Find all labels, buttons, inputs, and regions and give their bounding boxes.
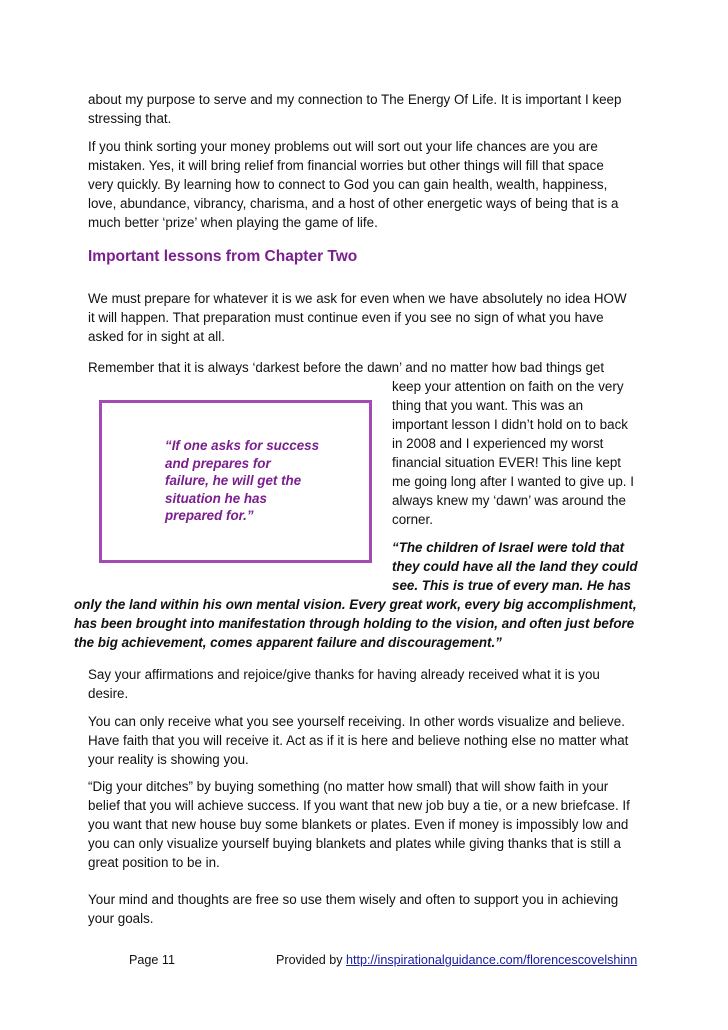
text-line: great position to be in. (88, 855, 220, 870)
text-line: We must prepare for whatever it is we ask for even when we have absolutely no idea HOW (88, 291, 627, 306)
quote-line: “If one asks for success (165, 438, 320, 453)
text-line: If you think sorting your money problems out will sort out your life chances are you are (88, 139, 598, 154)
text-line: Say your affirmations and rejoice/give thanks for having already received what it is you (88, 667, 600, 682)
quote-line: failure, he will get the (165, 473, 302, 488)
text-line: Remember that it is always ‘darkest before the dawn’ and no matter how bad things get (88, 360, 605, 375)
text-line: in 2008 and I experienced my worst (392, 436, 604, 451)
quote-full-width (74, 595, 654, 652)
quote-line: prepared for.” (165, 508, 254, 523)
text-line: much better ‘prize’ when playing the game of life. (88, 215, 378, 230)
text-line: corner. (392, 512, 433, 527)
text-line: desire. (88, 686, 129, 701)
text-line: You can only receive what you see yourself receiving. In other words visualize and believe. (88, 714, 625, 729)
paragraph-1 (88, 90, 644, 128)
quote-line: only the land within his own mental vision. Every great work, every big accomplishment, (74, 597, 637, 612)
text-line: you can only visualize yourself buying blankets and plates while giving thanks that is still a (88, 836, 621, 851)
text-line: your goals. (88, 911, 154, 926)
quote-line: and prepares for (165, 455, 271, 471)
section-heading: Important lessons from Chapter Two (88, 248, 358, 265)
text-line: you want that new house buy some blankets or plates. Even if money is impossibly low and (88, 817, 629, 832)
text-line: mistaken. Yes, it will bring relief from financial worries but other things will fill that space (88, 158, 604, 173)
quote-line: situation he has (165, 490, 267, 506)
text-line: important lesson I didn’t hold on to back (392, 417, 628, 432)
text-line: asked for in sight at all. (88, 329, 225, 344)
text-line: belief that you will achieve success. If you want that new job buy a tie, or a new briefcase. If (88, 798, 630, 813)
paragraph-8 (88, 890, 644, 928)
text-line: “Dig your ditches” by buying something (no matter how small) that will show faith in your (88, 779, 609, 794)
paragraph-4-right-column (392, 377, 662, 529)
text-line: thing that you want. This was an (392, 398, 584, 413)
text-line: Have faith that you will receive it. Act as if it is here and believe nothing else no matter what (88, 733, 629, 748)
quote-right-column (392, 538, 662, 595)
quote-line: the big achievement, comes apparent failure and discouragement.” (74, 635, 502, 650)
quote-line: see. This is true of every man. He has (392, 578, 631, 593)
paragraph-5 (88, 665, 644, 703)
source-link[interactable]: http://inspirationalguidance.com/florencescovelshinn (346, 953, 638, 967)
provided-by-label: Provided by (276, 953, 343, 967)
text-line: your reality is showing you. (88, 752, 249, 767)
text-line: always knew my ‘dawn’ was around the (392, 493, 626, 508)
quote-line: they could have all the land they could (392, 559, 638, 574)
paragraph-6 (88, 712, 644, 769)
text-line: it will happen. That preparation must continue even if you see no sign of what you have (88, 310, 604, 325)
quote-line: “The children of Israel were told that (392, 540, 625, 555)
page-footer (0, 951, 728, 971)
footer-credit (276, 951, 637, 970)
text-line: keep your attention on faith on the very (392, 379, 624, 394)
text-line: stressing that. (88, 111, 172, 126)
text-line: love, abundance, vibrancy, charisma, and a host of other energetic ways of being that is a (88, 196, 619, 211)
page-number: Page 11 (129, 953, 175, 967)
text-line: me going long after I wanted to give up. I (392, 474, 634, 489)
paragraph-4-first-line (88, 358, 644, 377)
text-line: financial situation EVER! This line kept (392, 455, 622, 470)
text-line: very quickly. By learning how to connect to God you can gain health, wealth, happiness, (88, 177, 608, 192)
paragraph-3 (88, 289, 644, 346)
text-line: Your mind and thoughts are free so use them wisely and often to support you in achieving (88, 892, 619, 907)
text-line: about my purpose to serve and my connection to The Energy Of Life. It is important I keep (88, 92, 622, 107)
quote-box-text (165, 437, 365, 525)
paragraph-7 (88, 777, 644, 872)
paragraph-2 (88, 137, 644, 232)
quote-line: has been brought into manifestation through holding to the vision, and often just before (74, 616, 635, 631)
